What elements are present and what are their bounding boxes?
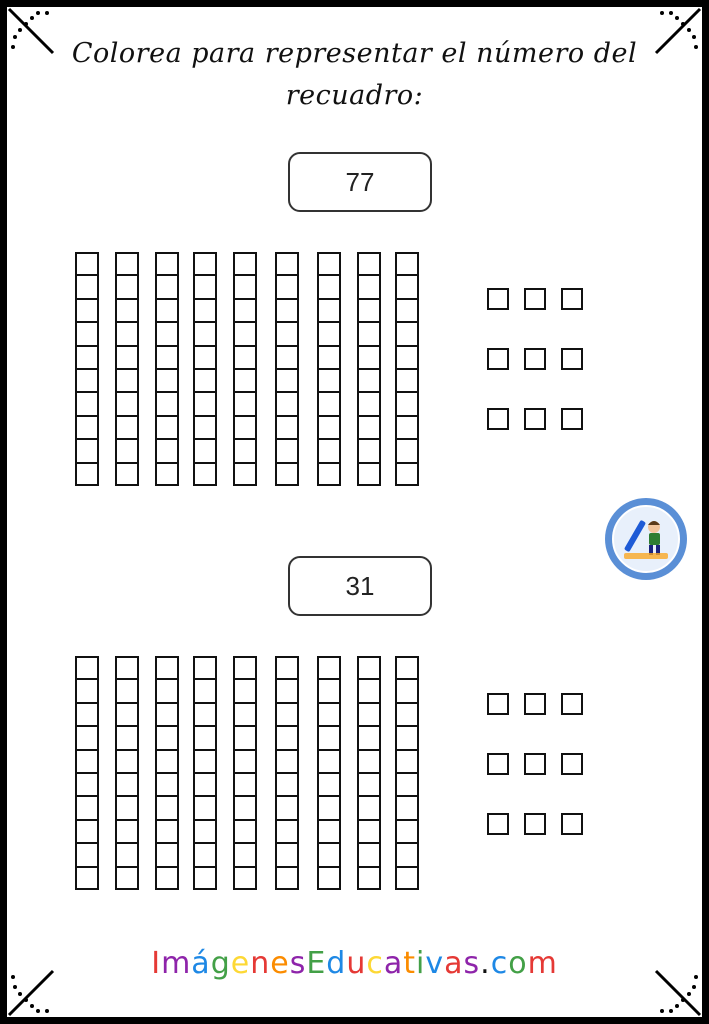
unit-cell[interactable] [115,703,139,726]
unit-cell[interactable] [115,820,139,843]
unit-cell[interactable] [155,392,179,415]
unit-cell[interactable] [193,369,217,392]
brand-footer-link[interactable] [0,946,709,981]
unit-cell[interactable] [115,843,139,866]
brand-letter: i [416,946,426,981]
unit-cell[interactable] [395,656,419,679]
unit-cell[interactable] [395,679,419,702]
unit-cell[interactable] [115,867,139,890]
unit-cell[interactable] [233,463,257,486]
unit-cell[interactable] [317,416,341,439]
unit-cell[interactable] [233,703,257,726]
unit-cell[interactable] [357,299,381,322]
unit-cell[interactable] [233,346,257,369]
unit-cell[interactable] [395,750,419,773]
unit-cell[interactable] [193,346,217,369]
tens-column[interactable] [357,252,381,486]
brand-letter: c [490,946,509,981]
unit-cell[interactable] [155,726,179,749]
ones-square[interactable] [487,693,509,715]
unit-cell[interactable] [275,439,299,462]
target-number-box: 31 [288,556,432,616]
unit-cell[interactable] [193,703,217,726]
unit-cell[interactable] [233,796,257,819]
unit-cell[interactable] [115,439,139,462]
tens-column[interactable] [155,656,179,890]
unit-cell[interactable] [357,463,381,486]
unit-cell[interactable] [193,726,217,749]
unit-cell[interactable] [115,299,139,322]
brand-letter: I [151,946,162,981]
unit-cell[interactable] [193,750,217,773]
tens-blocks-group [75,656,420,892]
unit-cell[interactable] [115,773,139,796]
unit-cell[interactable] [395,439,419,462]
brand-letter: s [289,946,307,981]
unit-cell[interactable] [317,679,341,702]
unit-cell[interactable] [155,416,179,439]
unit-cell[interactable] [275,322,299,345]
unit-cell[interactable] [155,820,179,843]
unit-cell[interactable] [155,463,179,486]
unit-cell[interactable] [155,275,179,298]
unit-cell[interactable] [155,703,179,726]
unit-cell[interactable] [357,843,381,866]
unit-cell[interactable] [233,679,257,702]
brand-letter: t [403,946,417,981]
unit-cell[interactable] [115,416,139,439]
brand-letter: d [326,946,347,981]
unit-cell[interactable] [317,703,341,726]
tens-column[interactable] [75,252,99,486]
unit-cell[interactable] [357,867,381,890]
unit-cell[interactable] [275,275,299,298]
unit-cell[interactable] [275,750,299,773]
brand-letter: n [250,946,271,981]
unit-cell[interactable] [193,392,217,415]
unit-cell[interactable] [357,275,381,298]
tens-column[interactable] [395,252,419,486]
tens-column[interactable] [193,252,217,486]
unit-cell[interactable] [115,322,139,345]
unit-cell[interactable] [317,843,341,866]
unit-cell[interactable] [193,463,217,486]
unit-cell[interactable] [357,439,381,462]
unit-cell[interactable] [193,439,217,462]
brand-letter: m [161,946,192,981]
ones-square[interactable] [561,813,583,835]
unit-cell[interactable] [233,275,257,298]
unit-cell[interactable] [233,867,257,890]
unit-cell[interactable] [75,796,99,819]
unit-cell[interactable] [317,796,341,819]
brand-letter: o [508,946,528,981]
unit-cell[interactable] [317,750,341,773]
unit-cell[interactable] [233,252,257,275]
unit-cell[interactable] [357,773,381,796]
unit-cell[interactable] [75,299,99,322]
brand-letter: E [306,946,327,981]
unit-cell[interactable] [275,656,299,679]
unit-cell[interactable] [275,726,299,749]
unit-cell[interactable] [75,656,99,679]
unit-cell[interactable] [275,392,299,415]
unit-cell[interactable] [395,416,419,439]
ones-square[interactable] [487,348,509,370]
unit-cell[interactable] [317,463,341,486]
unit-cell[interactable] [75,416,99,439]
tens-column[interactable] [357,656,381,890]
unit-cell[interactable] [357,346,381,369]
brand-letter: a [383,946,404,981]
unit-cell[interactable] [317,369,341,392]
ones-square[interactable] [524,408,546,430]
unit-cell[interactable] [357,750,381,773]
ones-square[interactable] [561,408,583,430]
unit-cell[interactable] [357,703,381,726]
unit-cell[interactable] [193,416,217,439]
unit-cell[interactable] [395,299,419,322]
brand-letter: e [230,946,251,981]
unit-cell[interactable] [233,299,257,322]
unit-cell[interactable] [75,679,99,702]
unit-cell[interactable] [317,439,341,462]
unit-cell[interactable] [233,820,257,843]
unit-cell[interactable] [395,820,419,843]
unit-cell[interactable] [193,820,217,843]
unit-cell[interactable] [317,346,341,369]
unit-cell[interactable] [233,750,257,773]
brand-letter: a [444,946,464,981]
unit-cell[interactable] [155,750,179,773]
unit-cell[interactable] [75,322,99,345]
unit-cell[interactable] [395,463,419,486]
ones-square[interactable] [487,408,509,430]
unit-cell[interactable] [155,867,179,890]
unit-cell[interactable] [275,867,299,890]
unit-cell[interactable] [115,463,139,486]
unit-cell[interactable] [75,252,99,275]
unit-cell[interactable] [357,796,381,819]
unit-cell[interactable] [193,867,217,890]
unit-cell[interactable] [155,346,179,369]
unit-cell[interactable] [275,796,299,819]
unit-cell[interactable] [75,773,99,796]
unit-cell[interactable] [193,679,217,702]
unit-cell[interactable] [357,679,381,702]
unit-cell[interactable] [193,796,217,819]
unit-cell[interactable] [357,416,381,439]
unit-cell[interactable] [395,796,419,819]
unit-cell[interactable] [75,346,99,369]
unit-cell[interactable] [193,299,217,322]
unit-cell[interactable] [317,392,341,415]
unit-cell[interactable] [275,820,299,843]
unit-cell[interactable] [115,750,139,773]
unit-cell[interactable] [233,392,257,415]
tens-column[interactable] [317,252,341,486]
ones-square[interactable] [524,348,546,370]
unit-cell[interactable] [317,299,341,322]
unit-cell[interactable] [275,369,299,392]
unit-cell[interactable] [395,346,419,369]
unit-cell[interactable] [75,843,99,866]
unit-cell[interactable] [155,796,179,819]
ones-square[interactable] [524,288,546,310]
unit-cell[interactable] [155,679,179,702]
unit-cell[interactable] [193,275,217,298]
unit-cell[interactable] [275,843,299,866]
brand-letter: v [425,946,445,981]
unit-cell[interactable] [115,252,139,275]
unit-cell[interactable] [115,726,139,749]
unit-cell[interactable] [155,322,179,345]
unit-cell[interactable] [155,439,179,462]
ones-square[interactable] [487,288,509,310]
unit-cell[interactable] [395,322,419,345]
unit-cell[interactable] [395,392,419,415]
unit-cell[interactable] [395,369,419,392]
unit-cell[interactable] [357,369,381,392]
tens-column[interactable] [275,656,299,890]
unit-cell[interactable] [233,416,257,439]
unit-cell[interactable] [155,656,179,679]
ones-squares-group [487,288,597,436]
unit-cell[interactable] [233,843,257,866]
tens-column[interactable] [115,252,139,486]
brand-letter: c [366,946,384,981]
unit-cell[interactable] [317,275,341,298]
unit-cell[interactable] [357,322,381,345]
ones-square[interactable] [487,753,509,775]
unit-cell[interactable] [75,820,99,843]
tens-column[interactable] [75,656,99,890]
unit-cell[interactable] [193,322,217,345]
unit-cell[interactable] [233,773,257,796]
unit-cell[interactable] [115,796,139,819]
brand-letter: s [463,946,481,981]
unit-cell[interactable] [317,820,341,843]
unit-cell[interactable] [275,679,299,702]
unit-cell[interactable] [75,275,99,298]
unit-cell[interactable] [275,416,299,439]
ones-square[interactable] [524,813,546,835]
unit-cell[interactable] [115,346,139,369]
ones-square[interactable] [561,288,583,310]
unit-cell[interactable] [155,369,179,392]
unit-cell[interactable] [75,369,99,392]
tens-column[interactable] [155,252,179,486]
unit-cell[interactable] [75,703,99,726]
unit-cell[interactable] [317,656,341,679]
unit-cell[interactable] [75,463,99,486]
ones-square[interactable] [561,753,583,775]
unit-cell[interactable] [395,726,419,749]
unit-cell[interactable] [395,843,419,866]
ones-squares-group [487,693,597,841]
unit-cell[interactable] [275,703,299,726]
ones-square[interactable] [561,348,583,370]
unit-cell[interactable] [233,656,257,679]
unit-cell[interactable] [357,252,381,275]
unit-cell[interactable] [357,656,381,679]
unit-cell[interactable] [275,299,299,322]
unit-cell[interactable] [317,867,341,890]
unit-cell[interactable] [75,750,99,773]
tens-column[interactable] [115,656,139,890]
brand-letter: g [210,946,231,981]
tens-column[interactable] [193,656,217,890]
tens-column[interactable] [233,656,257,890]
tens-column[interactable] [395,656,419,890]
unit-cell[interactable] [155,773,179,796]
unit-cell[interactable] [75,726,99,749]
unit-cell[interactable] [275,773,299,796]
unit-cell[interactable] [193,252,217,275]
unit-cell[interactable] [395,773,419,796]
unit-cell[interactable] [395,867,419,890]
brand-letter: e [270,946,290,981]
unit-cell[interactable] [115,392,139,415]
brand-letter: u [346,946,367,981]
ones-square[interactable] [524,753,546,775]
tens-column[interactable] [233,252,257,486]
tens-column[interactable] [317,656,341,890]
unit-cell[interactable] [275,346,299,369]
unit-cell[interactable] [233,439,257,462]
unit-cell[interactable] [317,726,341,749]
unit-cell[interactable] [233,726,257,749]
unit-cell[interactable] [357,392,381,415]
unit-cell[interactable] [115,679,139,702]
unit-cell[interactable] [75,392,99,415]
brand-letter: . [480,946,491,981]
unit-cell[interactable] [395,252,419,275]
instruction-text-line1: Colorea para representar el número del [71,38,638,69]
tens-blocks-group [75,252,420,488]
unit-cell[interactable] [317,252,341,275]
ones-square[interactable] [524,693,546,715]
unit-cell[interactable] [193,773,217,796]
ones-square[interactable] [487,813,509,835]
unit-cell[interactable] [75,867,99,890]
tens-column[interactable] [275,252,299,486]
unit-cell[interactable] [155,252,179,275]
unit-cell[interactable] [155,843,179,866]
target-number-box: 77 [288,152,432,212]
unit-cell[interactable] [75,439,99,462]
unit-cell[interactable] [317,773,341,796]
unit-cell[interactable] [115,369,139,392]
unit-cell[interactable] [155,299,179,322]
brand-letter: á [191,946,211,981]
unit-cell[interactable] [275,463,299,486]
unit-cell[interactable] [115,275,139,298]
instruction-text-line2: recuadro: [285,80,424,111]
unit-cell[interactable] [193,843,217,866]
unit-cell[interactable] [395,703,419,726]
unit-cell[interactable] [115,656,139,679]
site-logo-badge [604,497,688,581]
unit-cell[interactable] [275,252,299,275]
unit-cell[interactable] [233,322,257,345]
unit-cell[interactable] [193,656,217,679]
unit-cell[interactable] [233,369,257,392]
ones-square[interactable] [561,693,583,715]
unit-cell[interactable] [357,820,381,843]
brand-letter: m [527,946,558,981]
unit-cell[interactable] [357,726,381,749]
unit-cell[interactable] [317,322,341,345]
unit-cell[interactable] [395,275,419,298]
